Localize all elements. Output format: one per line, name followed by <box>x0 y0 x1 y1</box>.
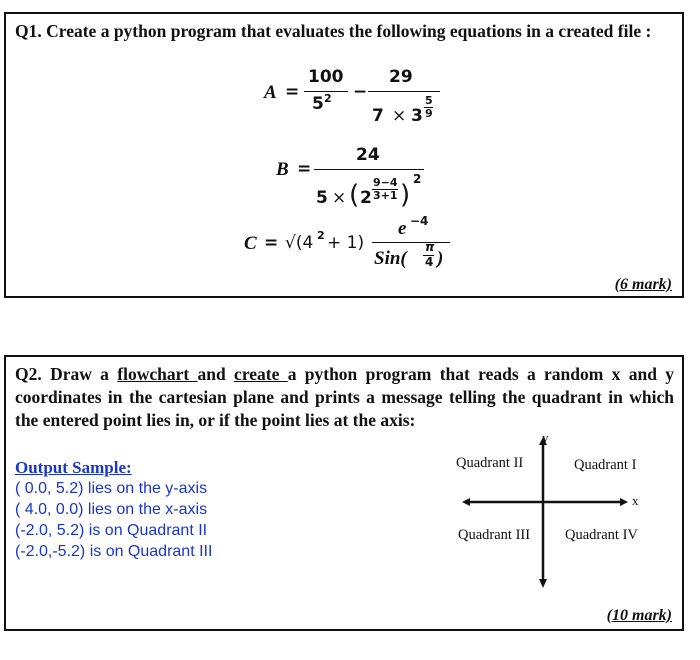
y-axis-arrow-down <box>539 579 547 588</box>
quadrant-4-label: Quadrant IV <box>565 527 638 543</box>
eq-a-exp-den: 9 <box>425 107 433 120</box>
question-1-label: Q1. <box>15 21 42 41</box>
eq-c-variable: C <box>244 233 257 254</box>
eq-c-root-rest: + 1) <box>327 233 365 253</box>
eq-c-root: √(4 <box>285 233 314 253</box>
eq-b-outer-exp: 2 <box>413 172 422 186</box>
eq-c-equals: = <box>264 233 279 253</box>
eq-a-den1-exp: 2 <box>324 92 332 105</box>
eq-a-num2: 29 <box>389 67 413 87</box>
cartesian-diagram <box>446 430 676 595</box>
eq-a-den2-times: × <box>392 106 407 126</box>
x-axis-arrow-left <box>462 498 470 506</box>
eq-b-equals: = <box>297 159 312 179</box>
quadrant-2-label: Quadrant II <box>456 455 524 471</box>
question-2-text-a: Draw a <box>50 364 118 384</box>
eq-c-pi: π <box>425 240 435 254</box>
eq-b-den-times: × <box>332 188 347 208</box>
eq-b-paren-open: ( <box>349 180 360 210</box>
eq-c-close: ) <box>437 248 444 269</box>
question-1-mark: (6 mark) <box>614 276 672 293</box>
question-2-label: Q2. <box>15 364 42 384</box>
eq-a-den2-b: 3 <box>411 106 423 126</box>
eq-a-variable: A <box>264 82 277 103</box>
question-1-box <box>4 12 684 298</box>
output-sample-heading: Output Sample: <box>15 458 132 477</box>
eq-b-exp-num: 9−4 <box>373 176 398 189</box>
eq-c-root-exp: 2 <box>317 229 325 242</box>
question-2-text-rest: a python program that reads a random x and y coordinates in the cartesian plane and prints a message telling the quadrant in which the entered point lies in, or if the point lies at the axis: <box>15 364 675 430</box>
question-1-text <box>15 20 674 43</box>
output-sample <box>15 457 212 562</box>
eq-a-minus: − <box>353 82 368 102</box>
question-2-and: and <box>197 364 235 384</box>
output-sample-line: (-2.0, 5.2) is on Quadrant II <box>15 522 208 539</box>
x-axis-arrow-right <box>620 498 628 506</box>
eq-b-num: 24 <box>356 145 380 165</box>
eq-a-equals: = <box>285 82 300 102</box>
eq-c-four: 4 <box>425 255 434 269</box>
eq-a-exp-num: 5 <box>425 94 433 107</box>
eq-c-num-base: e <box>398 218 407 239</box>
eq-b-fraction-bar <box>314 169 424 170</box>
question-2-mark: (10 mark) <box>606 607 672 624</box>
eq-c-sin: Sin( <box>374 248 407 269</box>
eq-c-fraction-bar <box>372 242 450 243</box>
eq-b-paren-close: ) <box>400 180 411 210</box>
eq-a-fraction-bar-2 <box>368 91 440 92</box>
question-2-box <box>4 355 684 631</box>
output-sample-line: ( 4.0, 0.0) lies on the x-axis <box>15 501 208 518</box>
output-sample-line: ( 0.0, 5.2) lies on the y-axis <box>15 480 208 497</box>
eq-b-base: 2 <box>360 188 372 208</box>
eq-b-den-a: 5 <box>316 188 328 208</box>
eq-c-num-exp: −4 <box>410 214 429 228</box>
output-sample-line: (-2.0,-5.2) is on Quadrant III <box>15 543 213 560</box>
question-2-create: create <box>234 364 288 384</box>
eq-a-den2-a: 7 <box>372 106 384 126</box>
eq-a-den1-base: 5 <box>312 94 324 114</box>
question-1-body: Create a python program that evaluates the following equations in a created file : <box>46 21 652 41</box>
question-2-flowchart: flowchart <box>117 364 198 384</box>
x-axis-label: x <box>632 493 639 508</box>
question-2-text <box>15 363 674 432</box>
eq-b-variable: B <box>276 159 289 180</box>
quadrant-3-label: Quadrant III <box>458 527 531 543</box>
y-axis-label: y <box>542 430 549 445</box>
quadrant-1-label: Quadrant I <box>574 457 637 473</box>
eq-a-num1: 100 <box>308 67 344 87</box>
eq-b-exp-den: 3+1 <box>373 189 398 202</box>
